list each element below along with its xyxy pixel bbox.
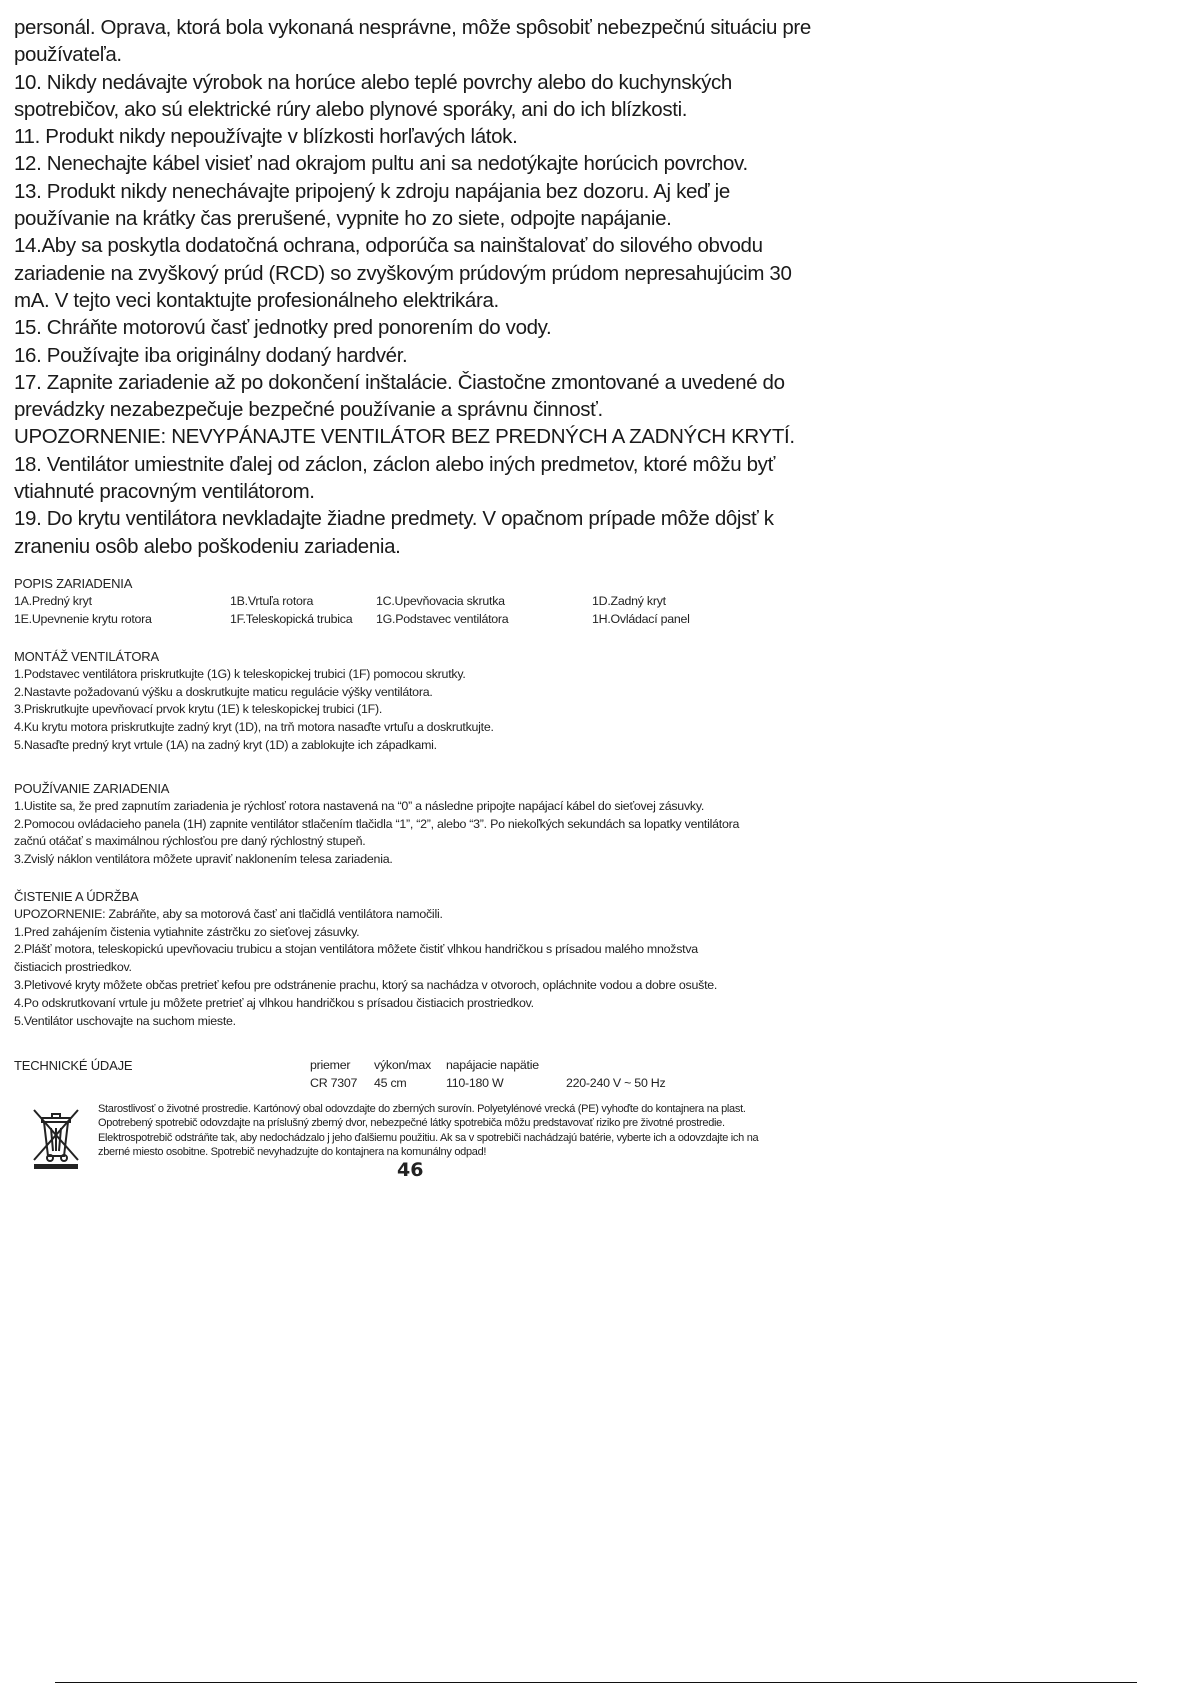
device-description: [14, 575, 844, 628]
table-cell: 110-180 W: [446, 1075, 504, 1090]
safety-line: 10. Nikdy nedávajte výrobok na horúce alebo teplé povrchy alebo do kuchynských: [14, 70, 732, 94]
instruction-line: 1.Uistite sa, že pred zapnutím zariadenia je rýchlosť rotora nastavená na “0” a následne pripojte napájací kábel do sieťovej zásuvky.: [14, 798, 705, 813]
table-header: priemer: [310, 1058, 351, 1072]
table-header: výkon/max: [374, 1058, 431, 1072]
table-cell: 45 cm: [374, 1075, 407, 1090]
safety-line: používateľa.: [14, 43, 122, 67]
instruction-line: 3.Priskrutkujte upevňovací prvok krytu (1E) k teleskopickej trubici (1F).: [14, 702, 383, 717]
warning-line: UPOZORNENIE: NEVYPÁNAJTE VENTILÁTOR BEZ PREDNÝCH A ZADNÝCH KRYTÍ.: [14, 425, 795, 449]
part-label: 1F.Teleskopická trubica: [230, 611, 353, 626]
instruction-line: 3.Pletivové kryty môžete občas pretrieť kefou pre odstránenie prachu, ktorý sa nachádza v otvoroch, opláchnite vodou a dobre osušte.: [14, 977, 718, 992]
safety-line: 13. Produkt nikdy nenechávajte pripojený k zdroju napájania bez dozoru. Aj keď je: [14, 179, 730, 203]
instruction-line: 5.Ventilátor uschovajte na suchom mieste.: [14, 1013, 236, 1028]
cleaning-section: [14, 888, 1174, 1030]
instruction-line: 3.Zvislý náklon ventilátora môžete upraviť naklonením telesa zariadenia.: [14, 852, 393, 867]
instruction-line: začnú otáčať s maximálnou rýchlosťou pre daný rýchlostný stupeň.: [14, 834, 366, 849]
part-label: 1H.Ovládací panel: [592, 611, 690, 626]
safety-line: 12. Nenechajte kábel visieť nad okrajom pultu ani sa nedotýkajte horúcich povrchov.: [14, 152, 748, 176]
part-label: 1C.Upevňovacia skrutka: [376, 593, 505, 608]
warning-line: UPOZORNENIE: Zabráňte, aby sa motorová časť ani tlačidlá ventilátora namočili.: [14, 906, 443, 921]
technical-data: [14, 1057, 844, 1090]
crossed-out-bin-icon: [30, 1106, 82, 1170]
safety-line: používanie na krátky čas prerušené, vypnite ho zo siete, odpojte napájanie.: [14, 207, 672, 231]
instruction-line: 5.Nasaďte predný kryt vrtule (1A) na zadný kryt (1D) a zablokujte ich západkami.: [14, 737, 437, 752]
safety-line: 14.Aby sa poskytla dodatočná ochrana, odporúča sa nainštalovať do silového obvodu: [14, 234, 763, 258]
safety-line: 18. Ventilátor umiestnite ďalej od záclon, záclon alebo iných predmetov, ktoré môžu byť: [14, 452, 775, 476]
table-header: [566, 1057, 766, 1075]
assembly-section: [14, 648, 844, 755]
safety-line: 17. Zapnite zariadenie až po dokončení inštalácie. Čiastočne zmontované a uvedené do: [14, 370, 785, 394]
section-heading: ČISTENIE A ÚDRŽBA: [14, 889, 139, 904]
instruction-line: 4.Ku krytu motora priskrutkujte zadný kryt (1D), na trň motora nasaďte vrtuľu a doskrutkujte.: [14, 720, 494, 735]
instruction-line: 2.Pomocou ovládacieho panela (1H) zapnite ventilátor stlačením tlačidla “1”, “2”, alebo “3”. Po niekoľkých sekundách sa lopatky ventilátora: [14, 816, 740, 831]
section-heading: POUŽÍVANIE ZARIADENIA: [14, 781, 170, 796]
safety-instructions: [14, 14, 811, 560]
part-label: 1D.Zadný kryt: [592, 593, 666, 608]
instruction-line: 1.Podstavec ventilátora priskrutkujte (1G) k teleskopickej trubici (1F) pomocou skrutky.: [14, 666, 466, 681]
table-header: napájacie napätie: [446, 1058, 539, 1072]
safety-line: vtiahnuté pracovným ventilátorom.: [14, 480, 315, 504]
instruction-line: 2.Nastavte požadovanú výšku a doskrutkujte maticu regulácie výšky ventilátora.: [14, 684, 433, 699]
part-label: 1B.Vrtuľa rotora: [230, 593, 314, 608]
safety-line: 11. Produkt nikdy nepoužívajte v blízkosti horľavých látok.: [14, 125, 518, 149]
safety-line: prevádzky nezabezpečuje bezpečné používanie a správnu činnosť.: [14, 398, 603, 422]
safety-line: zraneniu osôb alebo poškodeniu zariadenia.: [14, 534, 401, 558]
notice-line: Starostlivosť o životné prostredie. Kartónový obal odovzdajte do zberných surovín. Polyetylénové vrecká (PE) vyhoďte do kontajnera na plast.: [98, 1103, 746, 1115]
notice-line: Elektrospotrebič odstráňte tak, aby nedochádzalo j jeho ďalšiemu použitiu. Ak sa v spotrebiči nachádzajú batérie, vyberte ich a odovzdajte ich na: [98, 1131, 759, 1144]
part-label: 1E.Upevnenie krytu rotora: [14, 611, 152, 626]
environment-text: [98, 1102, 858, 1159]
safety-line: spotrebičov, ako sú elektrické rúry alebo plynové sporáky, ani do ich blízkosti.: [14, 97, 688, 121]
notice-line: Opotrebený spotrebič odovzdajte na príslušný zberný dvor, nebezpečné látky spotrebiča môžu predstavovať riziko pre životné prostredie.: [98, 1117, 725, 1130]
safety-line: mA. V tejto veci kontaktujte profesionálneho elektrikára.: [14, 288, 499, 312]
instruction-line: 1.Pred zahájením čistenia vytiahnite zástrčku zo sieťovej zásuvky.: [14, 924, 360, 939]
section-heading: MONTÁŽ VENTILÁTORA: [14, 649, 159, 664]
safety-line: 16. Používajte iba originálny dodaný hardvér.: [14, 343, 408, 367]
instruction-line: 2.Plášť motora, teleskopickú upevňovaciu trubicu a stojan ventilátora môžete čistiť vlhkou handričkou s prísadou malého množstva: [14, 942, 698, 957]
bottom-divider: [55, 1682, 1137, 1683]
section-heading: TECHNICKÉ ÚDAJE: [14, 1058, 133, 1073]
section-heading: POPIS ZARIADENIA: [14, 576, 133, 591]
safety-line: 15. Chráňte motorovú časť jednotky pred ponorením do vody.: [14, 316, 552, 340]
part-label: 1G.Podstavec ventilátora: [376, 611, 509, 626]
technical-table: [310, 1057, 766, 1093]
usage-section: [14, 780, 1174, 869]
safety-line: 19. Do krytu ventilátora nevkladajte žiadne predmety. V opačnom prípade môže dôjsť k: [14, 507, 774, 531]
safety-line: personál. Oprava, ktorá bola vykonaná nesprávne, môže spôsobiť nebezpečnú situáciu pre: [14, 16, 811, 39]
page-number: 46: [397, 1159, 424, 1181]
part-label: 1A.Predný kryt: [14, 593, 92, 608]
notice-line: zberné miesto osobitne. Spotrebič nevyhadzujte do kontajnera na komunálny odpad!: [98, 1145, 487, 1158]
table-cell: CR 7307: [310, 1075, 358, 1090]
instruction-line: čistiacich prostriedkov.: [14, 960, 132, 975]
safety-line: zariadenie na zvyškový prúd (RCD) so zvyškovým prúdovým prúdom nepresahujúcim 30: [14, 261, 792, 285]
instruction-line: 4.Po odskrutkovaní vrtule ju môžete pretrieť aj vlhkou handričkou s prísadou čistiacich prostriedkov.: [14, 995, 534, 1010]
table-cell: 220-240 V ~ 50 Hz: [566, 1075, 666, 1090]
parts-list: [14, 593, 844, 629]
